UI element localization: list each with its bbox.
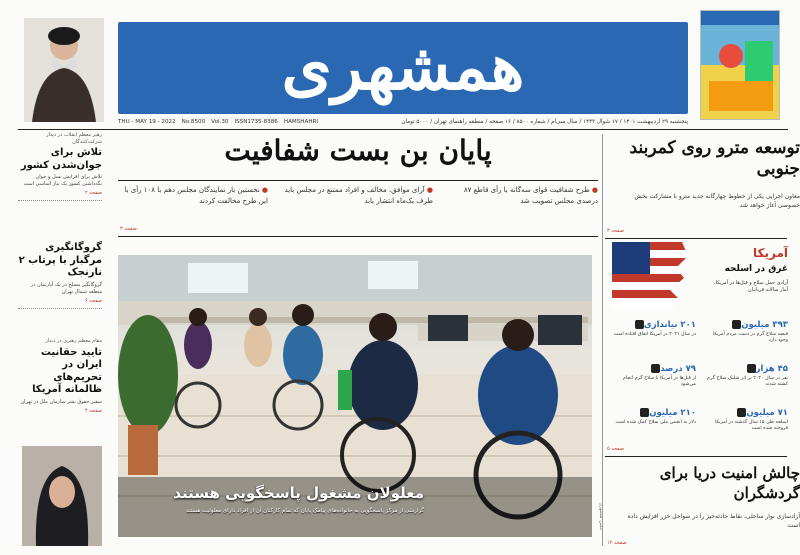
story-summary: سفیر حقوق بشر سازمان ملل در تهران bbox=[20, 398, 102, 405]
stat-value: ۲۱۰ میلیون bbox=[649, 408, 696, 418]
story-headline[interactable]: تایید حقانیت ایران در تحریم‌های ظالمانه آمریکا bbox=[32, 346, 102, 395]
right-story-3-headline[interactable]: چالش امنیت دریا برای گردشگران bbox=[659, 464, 800, 502]
stat-description: دلار به انجمن ملی سلاح کمک شده است bbox=[615, 420, 696, 425]
section-divider bbox=[118, 236, 598, 237]
lead-item[interactable] bbox=[283, 185, 433, 206]
infographic-intro: آزادی حمل سلاح و قتل‌ها در آمریکا، آمار سالانه قربانیان bbox=[713, 280, 788, 293]
story-summary: گروگانگیر مسلح در یک آپارتمان در منطقه شمال تهران bbox=[30, 281, 102, 295]
page-reference: صفحه ۲ bbox=[85, 190, 102, 196]
section-divider bbox=[605, 456, 787, 457]
stat-description: نفر در سال ۲۰۲۰ بر اثر شلیک سلاح گرم کشته شدند bbox=[707, 376, 788, 388]
lead-item[interactable] bbox=[448, 185, 598, 206]
bullet-icon: ● bbox=[589, 186, 598, 194]
dateline-item: No.8500 bbox=[181, 119, 206, 125]
story-kicker: رهبر معظم انقلاب در دیدار شرکت‌کنندگان bbox=[46, 132, 102, 145]
gun-icon bbox=[635, 320, 644, 329]
lead-text: طرح شفافیت قوای سه‌گانه با رأی قاطع ۸۷ درصدی مجلس تصویب شد bbox=[463, 186, 598, 205]
right-story-1-summary: معاون اجرایی یکی از خطوط چهارگانه جدید مترو با مشارکت بخش خصوصی آغاز خواهد شد bbox=[634, 193, 800, 209]
page-reference: صفحه ۳ bbox=[607, 228, 624, 234]
dateline-item: HAMSHAHRI bbox=[283, 119, 319, 125]
lead-item[interactable] bbox=[118, 185, 268, 206]
supplement-cover-thumbnail[interactable] bbox=[700, 10, 780, 120]
photo-headline[interactable]: معلولان مشغول پاسخگویی هستند bbox=[173, 484, 424, 502]
stat-item bbox=[702, 364, 788, 389]
stat-description: قبضه سلاح گرم در دست مردم آمریکا وجود دارد bbox=[712, 332, 788, 344]
dateline-item: Vol.30 bbox=[211, 119, 229, 125]
main-story-leads bbox=[118, 185, 598, 225]
gun-icon bbox=[651, 364, 660, 373]
dateline-item: ISSN1735-8386 bbox=[234, 119, 278, 125]
bullet-icon: ● bbox=[424, 186, 433, 194]
infographic-subtitle: غرق در اسلحه bbox=[724, 264, 788, 274]
stat-item bbox=[610, 408, 696, 426]
torn-us-flag-image bbox=[612, 242, 708, 308]
stat-value: ۴۵ هزار bbox=[755, 364, 788, 374]
story-summary: تلاش برای افزایش نسل و جوان نگه‌داشتن کشور یک نیاز اساسی است bbox=[23, 174, 102, 187]
dateline-item: THU - MAY 19 - 2022 bbox=[118, 119, 176, 125]
stat-value: ۷۹ درصد bbox=[660, 364, 696, 374]
masthead-title: همشهری bbox=[281, 30, 525, 105]
right-story-1-headline[interactable]: توسعه مترو روی کمربند جنوبی bbox=[629, 138, 800, 180]
story-headline[interactable]: گروگانگیری مرگبار با پرتاب ۲ نارنجک bbox=[18, 242, 102, 278]
stat-value: ۳۹۳ میلیون bbox=[741, 320, 788, 330]
leader-portrait-image bbox=[24, 18, 104, 122]
page-reference: صفحه ۳ bbox=[120, 226, 137, 232]
left-story-3[interactable] bbox=[18, 338, 102, 414]
lead-text: آرای موافق، مخالف و افراد ممتنع در مجلس باید طرف یک‌ماه انتشار یابد bbox=[284, 186, 433, 205]
right-story-3-summary: آزادسازی نوار ساحلی، نقاط حادثه‌خیز را در سواحل خزر افزایش داده است bbox=[627, 513, 800, 529]
story-kicker: مقام معظم رهبری در دیدار bbox=[45, 338, 102, 344]
stat-description: در سال ۲۰۲۱ در آمریکا اتفاق افتاده است bbox=[613, 332, 696, 337]
stat-item bbox=[610, 364, 696, 389]
stat-item bbox=[610, 320, 696, 338]
stat-value: ۷۱ میلیون bbox=[746, 408, 788, 418]
section-divider bbox=[605, 238, 787, 239]
masthead-banner[interactable] bbox=[118, 22, 688, 114]
dotted-divider bbox=[18, 308, 102, 309]
headline-divider bbox=[118, 180, 598, 181]
gun-icon bbox=[732, 320, 741, 329]
gun-icon bbox=[640, 408, 649, 417]
stat-value: ۲۰۱ نیاندازی bbox=[643, 320, 696, 330]
stat-item bbox=[702, 408, 788, 433]
dotted-divider bbox=[18, 200, 102, 201]
columnist-photo bbox=[22, 446, 102, 546]
bullet-icon: ● bbox=[259, 186, 268, 194]
page-reference: صفحه ۶ bbox=[85, 297, 102, 304]
photo-caption: گزارشی از مرکز پاسخگویی به خانواده‌های پیامک پایان که تمام کارکنان آن از افراد دارای معلولیت هستند bbox=[186, 508, 424, 514]
stat-item bbox=[702, 320, 788, 345]
page-reference: صفحه ۴ bbox=[85, 407, 102, 414]
stat-description: اسلحه طی ۱۵ سال گذشته در آمریکا فروخته شده است bbox=[715, 420, 788, 432]
stat-description: از قتل‌ها در آمریکا با سلاح گرم انجام می‌شود bbox=[622, 376, 696, 388]
dateline-bar bbox=[118, 116, 688, 128]
column-divider bbox=[602, 134, 603, 546]
story-headline[interactable]: تلاش برای جوان‌شدن کشور bbox=[20, 147, 102, 171]
page-reference: صفحه ۱۲ bbox=[607, 540, 627, 546]
dateline-latin bbox=[118, 119, 318, 125]
page-reference: صفحه ۵ bbox=[607, 446, 624, 452]
header-divider bbox=[18, 129, 788, 130]
left-story-2[interactable] bbox=[18, 240, 102, 309]
main-headline[interactable]: پایان بن بست شفافیت bbox=[224, 134, 492, 167]
lead-text: نخستین بار نمایندگان مجلس دهم با ۱۰۸ رأی با این طرح مخالفت کردند bbox=[124, 186, 268, 205]
infographic-title[interactable]: آمریکا bbox=[753, 246, 788, 260]
dateline-persian: پنجشنبه ۲۹ اردیبهشت ۱۴۰۱ / ۱۷ شوال ۱۴۴۳ / سال سی‌ام / شماره ۸۵۰۰ / ۱۶ صفحه / منطقه راهنمای تهران / ۵۰۰۰ تومان bbox=[401, 119, 688, 125]
gun-icon bbox=[747, 364, 756, 373]
left-story-1[interactable] bbox=[18, 132, 102, 201]
